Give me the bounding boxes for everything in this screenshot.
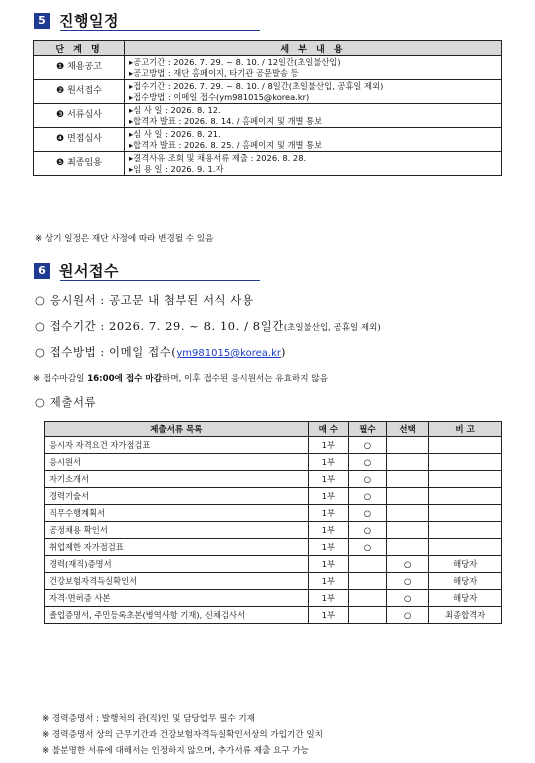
doc-note <box>429 471 502 488</box>
doc-note: 해당자 <box>429 590 502 607</box>
doc-name: 직무수행계획서 <box>45 505 309 522</box>
docs-header-count: 매 수 <box>308 422 348 437</box>
section-5-underline <box>60 30 260 31</box>
doc-count: 1부 <box>308 488 348 505</box>
document-row <box>45 505 502 522</box>
schedule-stage: ❺ 최종임용 <box>34 152 125 176</box>
doc-count: 1부 <box>308 437 348 454</box>
section-6-header <box>34 260 119 281</box>
doc-count: 1부 <box>308 522 348 539</box>
document-row <box>45 471 502 488</box>
doc-name: 응시원서 <box>45 454 309 471</box>
doc-name: 경력(재직)증명서 <box>45 556 309 573</box>
doc-count: 1부 <box>308 454 348 471</box>
doc-count: 1부 <box>308 471 348 488</box>
deadline-suffix: 하며, 이후 접수된 응시원서는 유효하지 않음 <box>162 374 328 384</box>
schedule-header-stage: 단 계 명 <box>34 41 125 56</box>
doc-note <box>429 488 502 505</box>
document-row <box>45 437 502 454</box>
schedule-detail-line: ▸접수기간 : 2026. 7. 29. ~ 8. 10. / 8일간(초일불산입, 공휴일 제외) <box>129 80 384 91</box>
doc-required: ○ <box>348 539 386 556</box>
schedule-detail-line: ▸합격자 발표 : 2026. 8. 25. / 홈페이지 및 개별 통보 <box>129 139 323 150</box>
schedule-row <box>34 104 502 128</box>
section-6-underline <box>60 280 260 281</box>
docs-heading: ○ 제출서류 <box>35 395 97 409</box>
doc-required: ○ <box>348 522 386 539</box>
doc-name: 졸업증명서, 주민등록초본(병역사항 기재), 신체검사서 <box>45 607 309 624</box>
doc-name: 자기소개서 <box>45 471 309 488</box>
schedule-details <box>125 128 502 152</box>
document-row <box>45 454 502 471</box>
schedule-details <box>125 56 502 80</box>
period-main: ○ 접수기간 : 2026. 7. 29. ~ 8. 10. / 8일간 <box>35 319 284 333</box>
schedule-header-details: 세 부 내 용 <box>125 41 502 56</box>
doc-required <box>348 573 386 590</box>
doc-optional <box>386 437 428 454</box>
deadline-bold: 16:00에 접수 마감 <box>87 374 163 384</box>
schedule-stage: ❹ 면접심사 <box>34 128 125 152</box>
schedule-row <box>34 80 502 104</box>
email-link[interactable]: ym981015@korea.kr <box>176 348 281 359</box>
schedule-detail-line: ▸공고기간 : 2026. 7. 29. ~ 8. 10. / 12일간(초일불산입) <box>129 56 341 67</box>
doc-count: 1부 <box>308 590 348 607</box>
doc-name: 응시자 자격요건 자가점검표 <box>45 437 309 454</box>
doc-name: 경력기술서 <box>45 488 309 505</box>
period-sub: (초일불산입, 공휴일 제외) <box>283 323 381 333</box>
doc-optional: ○ <box>386 607 428 624</box>
doc-optional <box>386 471 428 488</box>
doc-optional: ○ <box>386 573 428 590</box>
schedule-details <box>125 104 502 128</box>
docs-header-note: 비 고 <box>429 422 502 437</box>
section-5-title: 진행일정 <box>59 12 119 30</box>
doc-note: 해당자 <box>429 573 502 590</box>
schedule-stage: ❷ 원서접수 <box>34 80 125 104</box>
schedule-row <box>34 152 502 176</box>
doc-note <box>429 522 502 539</box>
schedule-detail-line: ▸임 용 일 : 2026. 9. 1.자 <box>129 163 224 174</box>
footnote-1: ※ 경력증명서 : 발행처의 관(직)인 및 담당업무 필수 기재 <box>42 714 255 724</box>
doc-count: 1부 <box>308 556 348 573</box>
doc-optional <box>386 454 428 471</box>
schedule-row <box>34 56 502 80</box>
doc-note: 최종합격자 <box>429 607 502 624</box>
docs-header-required: 필수 <box>348 422 386 437</box>
schedule-detail-line: ▸결격사유 조회 및 채용서류 제출 : 2026. 8. 28. <box>129 152 307 163</box>
doc-name: 건강보험자격득실확인서 <box>45 573 309 590</box>
document-row <box>45 539 502 556</box>
doc-required: ○ <box>348 505 386 522</box>
doc-optional <box>386 488 428 505</box>
section-6-title: 원서접수 <box>59 262 119 280</box>
doc-optional: ○ <box>386 556 428 573</box>
doc-required: ○ <box>348 454 386 471</box>
doc-optional <box>386 505 428 522</box>
doc-note: 해당자 <box>429 556 502 573</box>
period-item <box>35 318 381 334</box>
schedule-detail-line: ▸공고방법 : 재단 홈페이지, 타기관 공문발송 등 <box>129 67 299 78</box>
doc-note <box>429 505 502 522</box>
doc-note <box>429 454 502 471</box>
doc-note <box>429 437 502 454</box>
schedule-row <box>34 128 502 152</box>
schedule-detail-line: ▸심 사 일 : 2026. 8. 21. <box>129 128 221 139</box>
doc-name: 자격·면허증 사본 <box>45 590 309 607</box>
doc-count: 1부 <box>308 573 348 590</box>
method-suffix: ) <box>280 345 287 359</box>
document-row <box>45 522 502 539</box>
doc-required <box>348 556 386 573</box>
doc-required <box>348 607 386 624</box>
doc-optional <box>386 522 428 539</box>
document-row <box>45 607 502 624</box>
docs-header-name: 제출서류 목록 <box>45 422 309 437</box>
footnote-2: ※ 경력증명서 상의 근무기간과 건강보험자격득실확인서상의 가입기간 일치 <box>42 730 323 740</box>
schedule-details <box>125 152 502 176</box>
document-row <box>45 590 502 607</box>
method-prefix: ○ 접수방법 : 이메일 접수( <box>35 345 177 359</box>
document-row <box>45 573 502 590</box>
schedule-detail-line: ▸합격자 발표 : 2026. 8. 14. / 홈페이지 및 개별 통보 <box>129 115 323 126</box>
doc-required <box>348 590 386 607</box>
doc-name: 공정채용 확인서 <box>45 522 309 539</box>
section-6-number: 6 <box>34 263 50 279</box>
doc-count: 1부 <box>308 505 348 522</box>
schedule-note: ※ 상기 일정은 재단 사정에 따라 변경될 수 있음 <box>35 234 214 244</box>
form-item: ○ 응시원서 : 공고문 내 첨부된 서식 사용 <box>35 293 254 307</box>
document-row <box>45 556 502 573</box>
documents-table <box>44 421 502 624</box>
deadline-prefix: ※ 접수마감일 <box>33 374 88 384</box>
schedule-detail-line: ▸심 사 일 : 2026. 8. 12. <box>129 104 221 115</box>
method-item <box>35 344 286 360</box>
doc-note <box>429 539 502 556</box>
deadline-note <box>33 372 328 384</box>
schedule-stage: ❸ 서류심사 <box>34 104 125 128</box>
doc-required: ○ <box>348 437 386 454</box>
schedule-table <box>33 40 502 176</box>
section-5-number: 5 <box>34 13 50 29</box>
doc-optional: ○ <box>386 590 428 607</box>
doc-name: 취업제한 자가점검표 <box>45 539 309 556</box>
doc-optional <box>386 539 428 556</box>
doc-count: 1부 <box>308 539 348 556</box>
document-row <box>45 488 502 505</box>
schedule-detail-line: ▸접수방법 : 이메일 접수(ym981015@korea.kr) <box>129 91 310 102</box>
schedule-stage: ❶ 채용공고 <box>34 56 125 80</box>
doc-required: ○ <box>348 471 386 488</box>
doc-count: 1부 <box>308 607 348 624</box>
schedule-details <box>125 80 502 104</box>
docs-header-optional: 선택 <box>386 422 428 437</box>
footnote-3: ※ 불분명한 서류에 대해서는 인정하지 않으며, 추가서류 제출 요구 가능 <box>42 746 309 756</box>
section-5-header <box>34 10 119 31</box>
doc-required: ○ <box>348 488 386 505</box>
